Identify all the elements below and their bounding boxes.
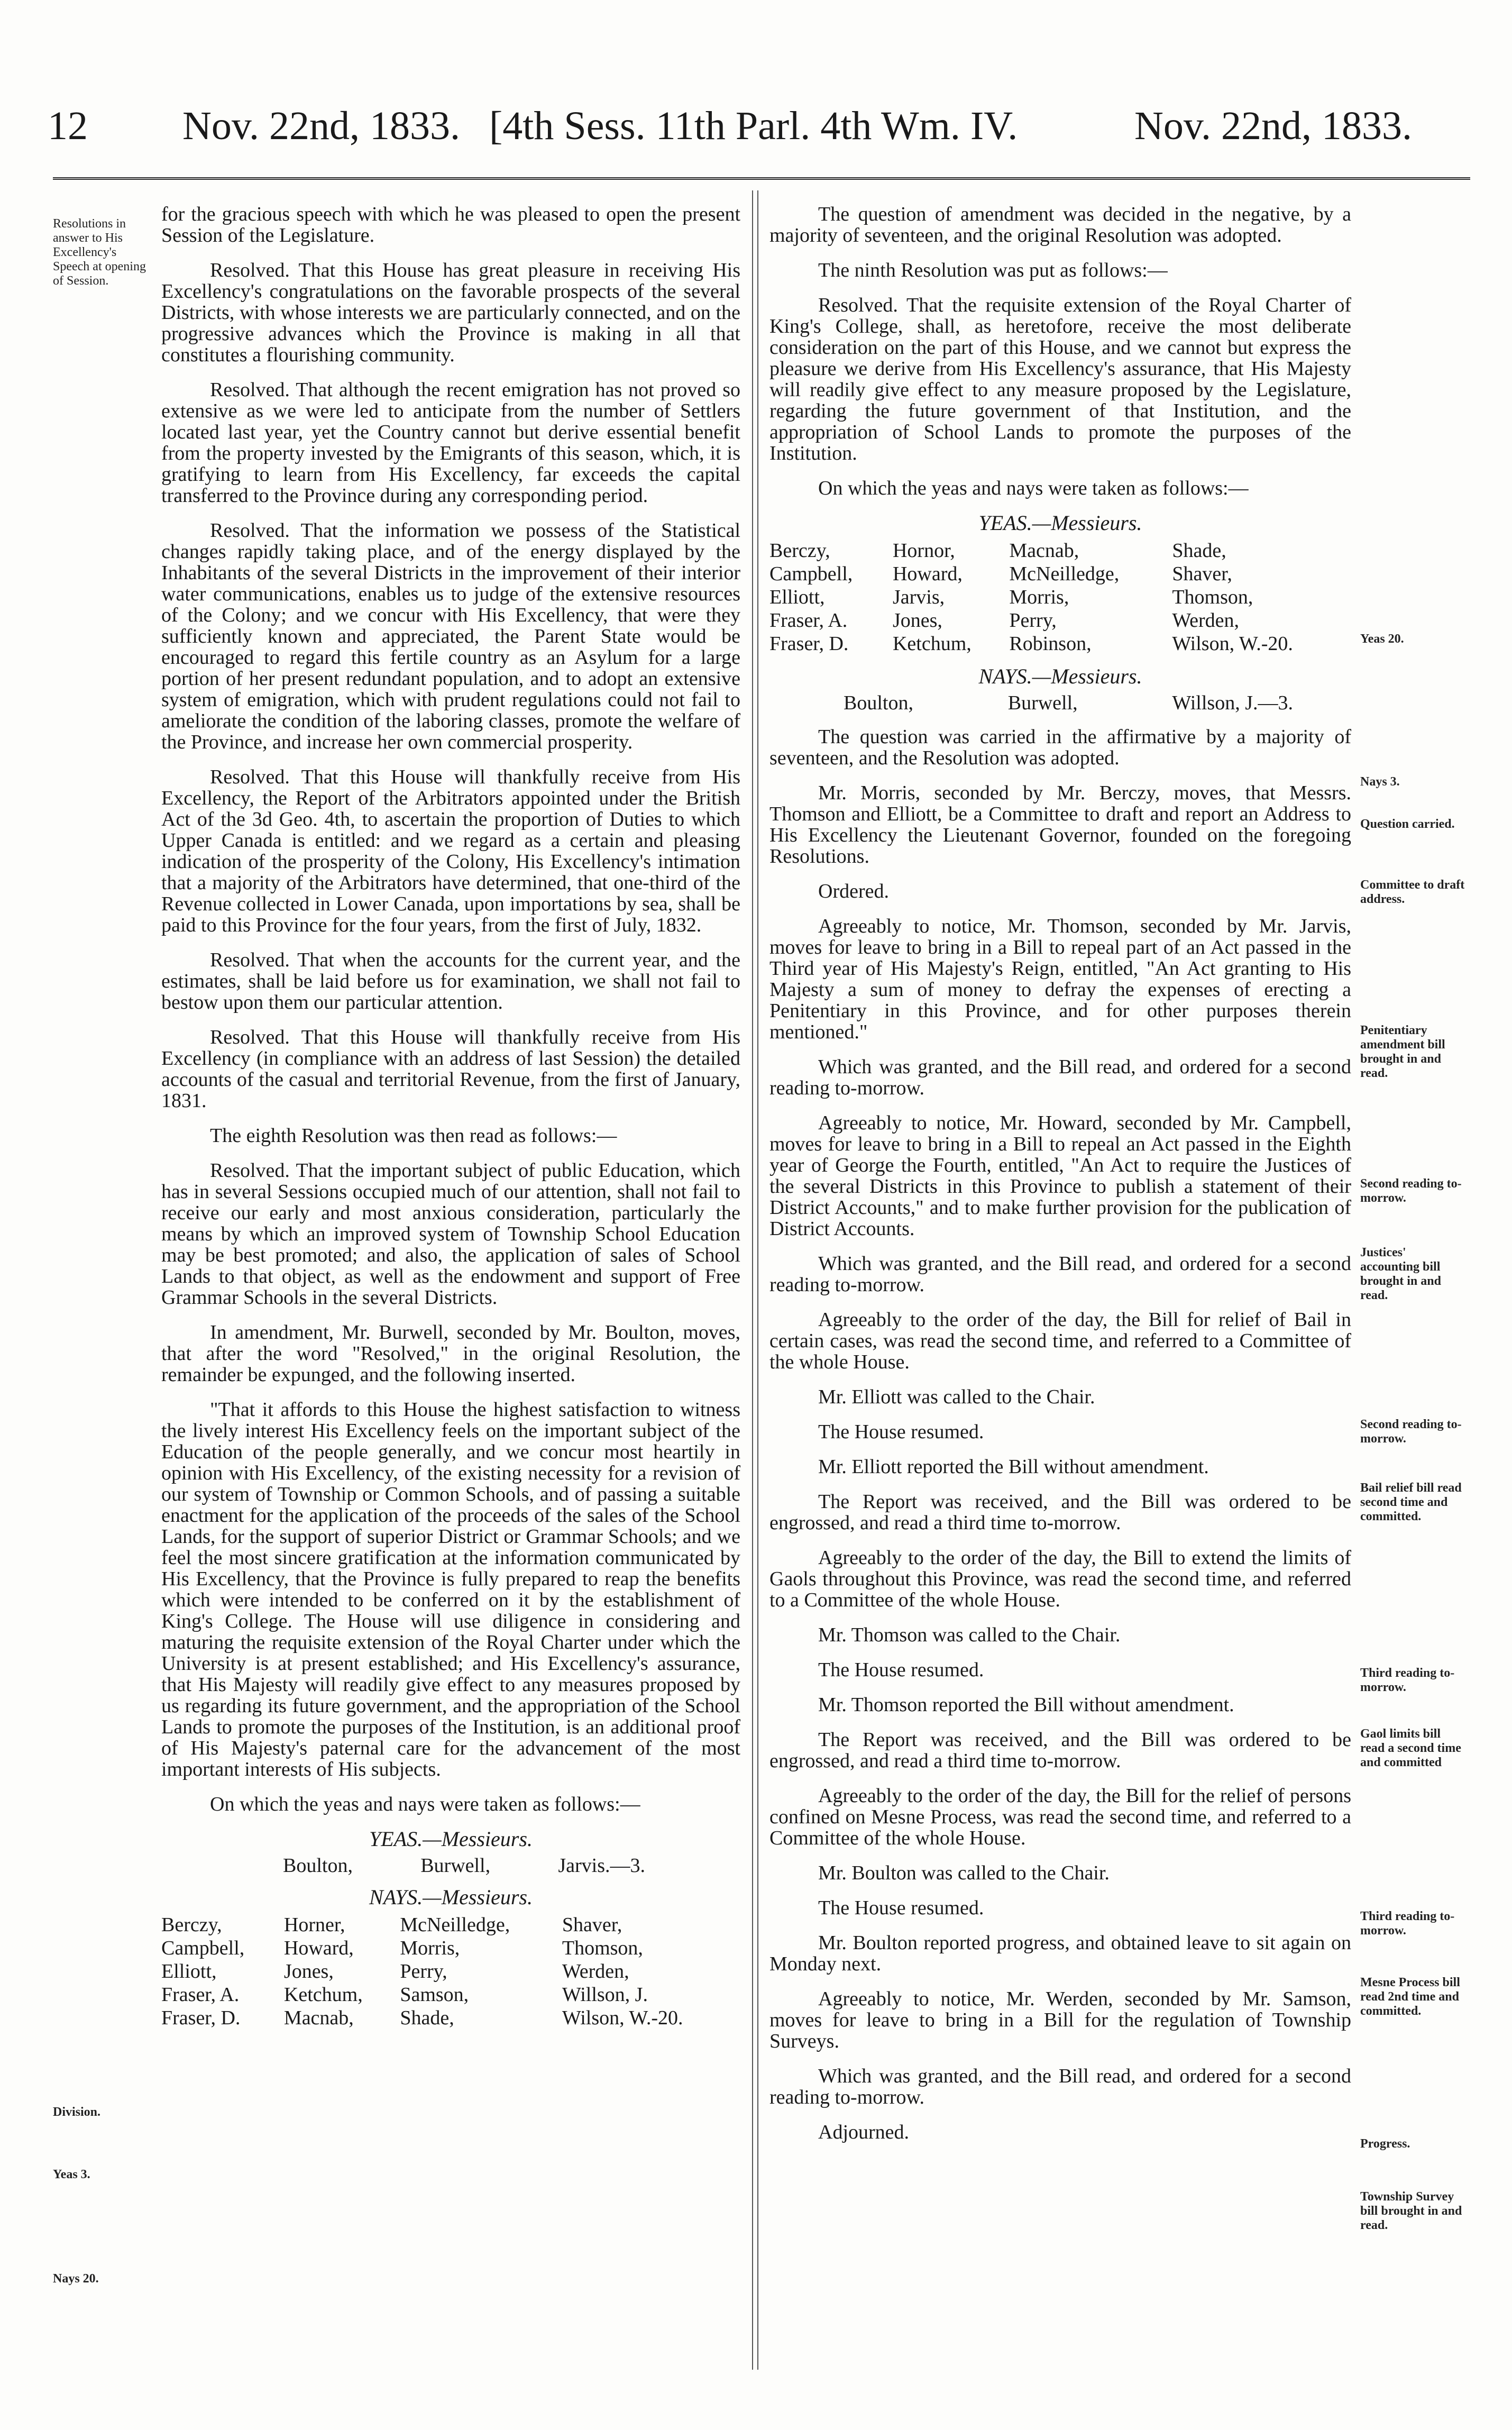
paragraph: Resolved. That the information we possess of the Statistical changes rapidly taking place, and of the energy displayed by the Inhabitants of the several Districts in the improvement of their interior water communications, enables us to judge of the extensive resources of the Colony; and we concur with His Excellency, that were they sufficiently known and appreciated, the Parent State would be encouraged to regard this fertile country as an Asylum for a large portion of her present redundant population, and to adopt an extensive system of emigration, which with prudent regulations could not fail to ameliorate the condition of the laboring classes, promote the welfare of the Province, and increase her own commercial prosperity. bbox=[161, 519, 740, 753]
left-column bbox=[161, 204, 740, 2040]
margin-note-division: Division. bbox=[53, 2105, 101, 2119]
member-name: Perry, bbox=[400, 1960, 447, 1983]
nays-list bbox=[769, 692, 1351, 714]
member-name: Macnab, bbox=[283, 2007, 354, 2029]
member-name: Fraser, A. bbox=[769, 609, 848, 632]
paragraph: for the gracious speech with which he was pleased to open the present Session of the Legislature. bbox=[161, 203, 740, 246]
member-name: Werden, bbox=[1172, 609, 1240, 632]
paragraph: Which was granted, and the Bill read, and ordered for a second reading to-morrow. bbox=[769, 2065, 1351, 2108]
member-name: Shaver, bbox=[1172, 563, 1232, 585]
table-row bbox=[769, 539, 1351, 562]
margin-note-penitentiary: Penitentiary amendment bill brought in and read. bbox=[1360, 1024, 1445, 1080]
margin-note-resolutions: Resolutions in answer to His Excellency's Speech at opening of Session. bbox=[53, 217, 146, 288]
margin-note-committee: Committee to draft address. bbox=[1360, 878, 1465, 906]
page-number: 12 bbox=[48, 104, 88, 148]
margin-note-gaol: Gaol limits bill read a second time and committed bbox=[1360, 1727, 1461, 1769]
member-name: Boulton, bbox=[844, 692, 913, 714]
paragraph: Agreeably to the order of the day, the Bill for relief of Bail in certain cases, was read the second time, and referred to a Committee of the whole House. bbox=[769, 1309, 1351, 1373]
paragraph: On which the yeas and nays were taken as follows:— bbox=[210, 1793, 640, 1815]
member-name: McNeilledge, bbox=[1009, 563, 1120, 585]
member-name: Horner, bbox=[283, 1914, 345, 1936]
member-name: Shade, bbox=[1172, 540, 1226, 562]
paragraph: Adjourned. bbox=[818, 2121, 910, 2143]
margin-note-yeas-3: Yeas 3. bbox=[53, 2168, 90, 2181]
member-name: Elliott, bbox=[161, 1960, 217, 1983]
member-name: Jarvis.—3. bbox=[558, 1855, 645, 1877]
yeas-heading: YEAS.—Messieurs. bbox=[978, 511, 1142, 535]
header-session: [4th Sess. 11th Parl. 4th Wm. IV. bbox=[489, 104, 1018, 148]
member-name: Shaver, bbox=[562, 1914, 622, 1936]
paragraph: Mr. Elliott reported the Bill without amendment. bbox=[818, 1456, 1209, 1478]
member-name: Shade, bbox=[400, 2007, 454, 2029]
table-row bbox=[769, 586, 1351, 609]
member-name: Jarvis, bbox=[892, 586, 945, 608]
member-name: Boulton, bbox=[283, 1855, 353, 1877]
table-row bbox=[161, 1913, 740, 1936]
paragraph: The eighth Resolution was then read as follows:— bbox=[210, 1125, 617, 1147]
paragraph: Mr. Thomson was called to the Chair. bbox=[818, 1624, 1121, 1646]
paragraph: Resolved. That the requisite extension of the Royal Charter of King's College, shall, as heretofore, receive the most deliberate consideration on the part of this House, and we cannot but express the pleasure we derive from His Excellency's assurance, that His Majesty will readily give effect to any measure proposed by the Legislature, regarding the future government of that Institution, and the appropriation of School Lands to promote the purposes of the Institution. bbox=[769, 294, 1351, 464]
member-name: Howard, bbox=[283, 1937, 354, 1959]
table-row bbox=[769, 562, 1351, 586]
header-date-left: Nov. 22nd, 1833. bbox=[182, 104, 460, 148]
member-name: Perry, bbox=[1009, 609, 1057, 632]
member-name: Berczy, bbox=[769, 540, 830, 562]
paragraph: Mr. Elliott was called to the Chair. bbox=[818, 1386, 1095, 1408]
header-date-right: Nov. 22nd, 1833. bbox=[1134, 104, 1412, 148]
paragraph: Mr. Morris, seconded by Mr. Berczy, moves, that Messrs. Thomson and Elliott, be a Committee to draft and report an Address to His Excellency the Lieutenant Governor, founded on the foregoing Resolutions. bbox=[769, 782, 1351, 867]
table-row bbox=[161, 1936, 740, 1960]
table-row bbox=[161, 1960, 740, 1983]
paragraph: The question of amendment was decided in the negative, by a majority of seventeen, and the original Resolution was adopted. bbox=[769, 203, 1351, 246]
member-name: Howard, bbox=[892, 563, 963, 585]
paragraph: "That it affords to this House the highest satisfaction to witness the lively interest His Excellency feels on the important subject of the Education of the people generally, and we concur most heartily in opinion with His Excellency, of the existing necessity for a revision of our system of Township or Common Schools, and of passing a suitable enactment for the application of the proceeds of the sales of the School Lands, for the support of superior District or Grammar Schools; and we feel the most sincere gratification at the information communicated by His Excellency, that the Province is fully prepared to reap the benefits which were intended to be conferred on it by the establishment of King's College. The House will use diligence in considering and maturing the requisite extension of the Royal Charter under which the University is at present established; and His Excellency's assurance, that His Majesty will readily give effect to any measures proposed by us regarding its future government, and the appropriation of the School Lands to promote the purposes of the Institution, is an additional proof of His Majesty's paternal care for the advancement of the most important interests of His subjects. bbox=[161, 1399, 740, 1780]
paragraph: Agreeably to the order of the day, the Bill to extend the limits of Gaols throughout this Province, was read the second time, and referred to a Committee of the whole House. bbox=[769, 1547, 1351, 1611]
member-name: Macnab, bbox=[1009, 540, 1079, 562]
member-name: Fraser, D. bbox=[161, 2007, 241, 2029]
table-row bbox=[161, 1983, 740, 2006]
paragraph: Resolved. That this House has great pleasure in receiving His Excellency's congratulations on the favorable prospects of the several Districts, with whose interests we are particularly connected, and on the progressive advances which the Province is making in all that constitutes a flourishing community. bbox=[161, 259, 740, 366]
paragraph: The question was carried in the affirmative by a majority of seventeen, and the Resolution was adopted. bbox=[769, 726, 1351, 769]
member-name: Thomson, bbox=[1172, 586, 1253, 608]
paragraph: Agreeably to the order of the day, the Bill for the relief of persons confined on Mesne Process, was read the second time, and referred to a Committee of the whole House. bbox=[769, 1785, 1351, 1849]
margin-note-justices: Justices' accounting bill brought in and read. bbox=[1360, 1246, 1441, 1302]
member-name: Jones, bbox=[283, 1960, 334, 1983]
paragraph: Resolved. That when the accounts for the current year, and the estimates, shall be laid before us for examination, we shall not fail to bestow upon them our particular attention. bbox=[161, 949, 740, 1013]
member-name: Hornor, bbox=[892, 540, 955, 562]
paragraph: Resolved. That this House will thankfully receive from His Excellency (in compliance with an address of last Session) the detailed accounts of the casual and territorial Revenue, from the first of January, 1831. bbox=[161, 1026, 740, 1112]
paragraph: The Report was received, and the Bill was ordered to be engrossed, and read a third time to-morrow. bbox=[769, 1729, 1351, 1772]
paragraph: Which was granted, and the Bill read, and ordered for a second reading to-morrow. bbox=[769, 1253, 1351, 1296]
member-name: Morris, bbox=[400, 1937, 460, 1959]
paragraph: The Report was received, and the Bill was ordered to be engrossed, and read a third time to-morrow. bbox=[769, 1491, 1351, 1534]
page-header bbox=[42, 103, 1449, 161]
paragraph: The House resumed. bbox=[818, 1897, 984, 1919]
member-name: Fraser, D. bbox=[769, 633, 849, 655]
member-name: Elliott, bbox=[769, 586, 825, 608]
paragraph: The House resumed. bbox=[818, 1421, 984, 1443]
member-name: Willson, J.—3. bbox=[1172, 692, 1293, 714]
table-row bbox=[161, 2006, 740, 2030]
paragraph: The House resumed. bbox=[818, 1659, 984, 1681]
member-name: Wilson, W.-20. bbox=[1172, 633, 1293, 655]
paragraph: Resolved. That the important subject of public Education, which has in several Sessions occupied much of our attention, shall not fail to receive our early and most anxious consideration, particularly the means by which an improved system of Township School Education may be best promoted; and also, the application of sales of School Lands to that object, as well as the endowment and support of Free Grammar Schools in the several Districts. bbox=[161, 1159, 740, 1309]
member-name: Ketchum, bbox=[283, 1984, 363, 2006]
paragraph: Mr. Boulton was called to the Chair. bbox=[818, 1862, 1110, 1884]
nays-heading: NAYS.—Messieurs. bbox=[978, 664, 1142, 688]
right-column bbox=[769, 204, 1351, 2157]
paragraph: Resolved. That although the recent emigration has not proved so extensive as we were led to anticipate from the number of Settlers located last year, yet the Country cannot but derive essential benefit from the property invested by the Emigrants of this season, which, it is gratifying to learn from His Excellency, far exceeds the capital transferred to the Province during any corresponding period. bbox=[161, 379, 740, 507]
member-name: Campbell, bbox=[769, 563, 853, 585]
member-name: Berczy, bbox=[161, 1914, 222, 1936]
paragraph: Mr. Boulton reported progress, and obtained leave to sit again on Monday next. bbox=[769, 1932, 1351, 1975]
member-name: Burwell, bbox=[1007, 692, 1078, 714]
margin-note-question-carried: Question carried. bbox=[1360, 817, 1455, 831]
member-name: Willson, J. bbox=[562, 1984, 648, 2006]
margin-note-second-reading-1: Second reading to-morrow. bbox=[1360, 1177, 1462, 1205]
yeas-heading: YEAS.—Messieurs. bbox=[369, 1827, 533, 1851]
member-name: Jones, bbox=[892, 609, 942, 632]
column-divider bbox=[752, 190, 758, 2370]
margin-note-second-reading-2: Second reading to-morrow. bbox=[1360, 1418, 1462, 1446]
paragraph: The ninth Resolution was put as follows:— bbox=[818, 259, 1168, 281]
member-name: Wilson, W.-20. bbox=[562, 2007, 683, 2029]
member-name: Morris, bbox=[1009, 586, 1069, 608]
paragraph: Mr. Thomson reported the Bill without amendment. bbox=[818, 1694, 1234, 1716]
margin-note-nays-20: Nays 20. bbox=[53, 2272, 99, 2286]
paragraph: Ordered. bbox=[818, 880, 889, 902]
margin-note-third-reading-2: Third reading to-morrow. bbox=[1360, 1910, 1455, 1938]
paragraph: Resolved. That this House will thankfully receive from His Excellency, the Report of the Arbitrators appointed under the British Act of the 3d Geo. 4th, to ascertain the proportion of Duties to which Upper Canada is entitled: and we regard as a certain and pleasing indication of the prosperity of the Colony, His Excellency's intimation that a majority of the Arbitrators have determined, that one-third of the Revenue collected in Lower Canada, upon importations by sea, shall be paid to this Province for the four years, from the first of July, 1832. bbox=[161, 766, 740, 936]
member-name: Campbell, bbox=[161, 1937, 245, 1959]
margin-note-third-reading-1: Third reading to-morrow. bbox=[1360, 1666, 1455, 1694]
paragraph: Agreeably to notice, Mr. Werden, seconded by Mr. Samson, moves for leave to bring in a Bill for the regulation of Township Surveys. bbox=[769, 1988, 1351, 2052]
table-row bbox=[769, 609, 1351, 632]
member-name: Robinson, bbox=[1009, 633, 1092, 655]
yeas-table bbox=[769, 539, 1351, 655]
paragraph: Agreeably to notice, Mr. Howard, seconded by Mr. Campbell, moves for leave to bring in a Bill to repeal an Act passed in the Eighth year of George the Fourth, entitled, "An Act to require the Justices of the several Districts in this Province to publish a statement of their District Accounts," and to make further provision for the publication of District Accounts. bbox=[769, 1112, 1351, 1240]
member-name: Werden, bbox=[562, 1960, 629, 1983]
member-name: Ketchum, bbox=[892, 633, 972, 655]
member-name: McNeilledge, bbox=[400, 1914, 510, 1936]
margin-note-progress: Progress. bbox=[1360, 2137, 1410, 2151]
margin-note-township: Township Survey bill brought in and read. bbox=[1360, 2190, 1462, 2232]
member-name: Thomson, bbox=[562, 1937, 643, 1959]
member-name: Fraser, A. bbox=[161, 1984, 240, 2006]
member-name: Burwell, bbox=[420, 1855, 491, 1877]
margin-note-bail: Bail relief bill read second time and committed. bbox=[1360, 1481, 1462, 1523]
paragraph: In amendment, Mr. Burwell, seconded by Mr. Boulton, moves, that after the word "Resolved," in the original Resolution, the remainder be expunged, and the following inserted. bbox=[161, 1321, 740, 1386]
table-row bbox=[769, 632, 1351, 655]
nays-heading: NAYS.—Messieurs. bbox=[369, 1885, 533, 1909]
yeas-list bbox=[161, 1855, 740, 1876]
margin-note-mesne: Mesne Process bill read 2nd time and committed. bbox=[1360, 1976, 1460, 2018]
paragraph: Which was granted, and the Bill read, and ordered for a second reading to-morrow. bbox=[769, 1056, 1351, 1099]
nays-table bbox=[161, 1913, 740, 2030]
margin-note-yeas-20: Yeas 20. bbox=[1360, 632, 1404, 646]
member-name: Samson, bbox=[400, 1984, 469, 2006]
margin-note-nays-3: Nays 3. bbox=[1360, 775, 1400, 789]
header-rule bbox=[53, 177, 1470, 180]
paragraph: Agreeably to notice, Mr. Thomson, seconded by Mr. Jarvis, moves for leave to bring in a Bill to repeal part of an Act passed in the Third year of His Majesty's Reign, entitled, "An Act granting to His Majesty a sum of money to defray the expenses of erecting a Penitentiary in this Province, and for other purposes therein mentioned." bbox=[769, 915, 1351, 1043]
paragraph: On which the yeas and nays were taken as follows:— bbox=[818, 477, 1249, 499]
